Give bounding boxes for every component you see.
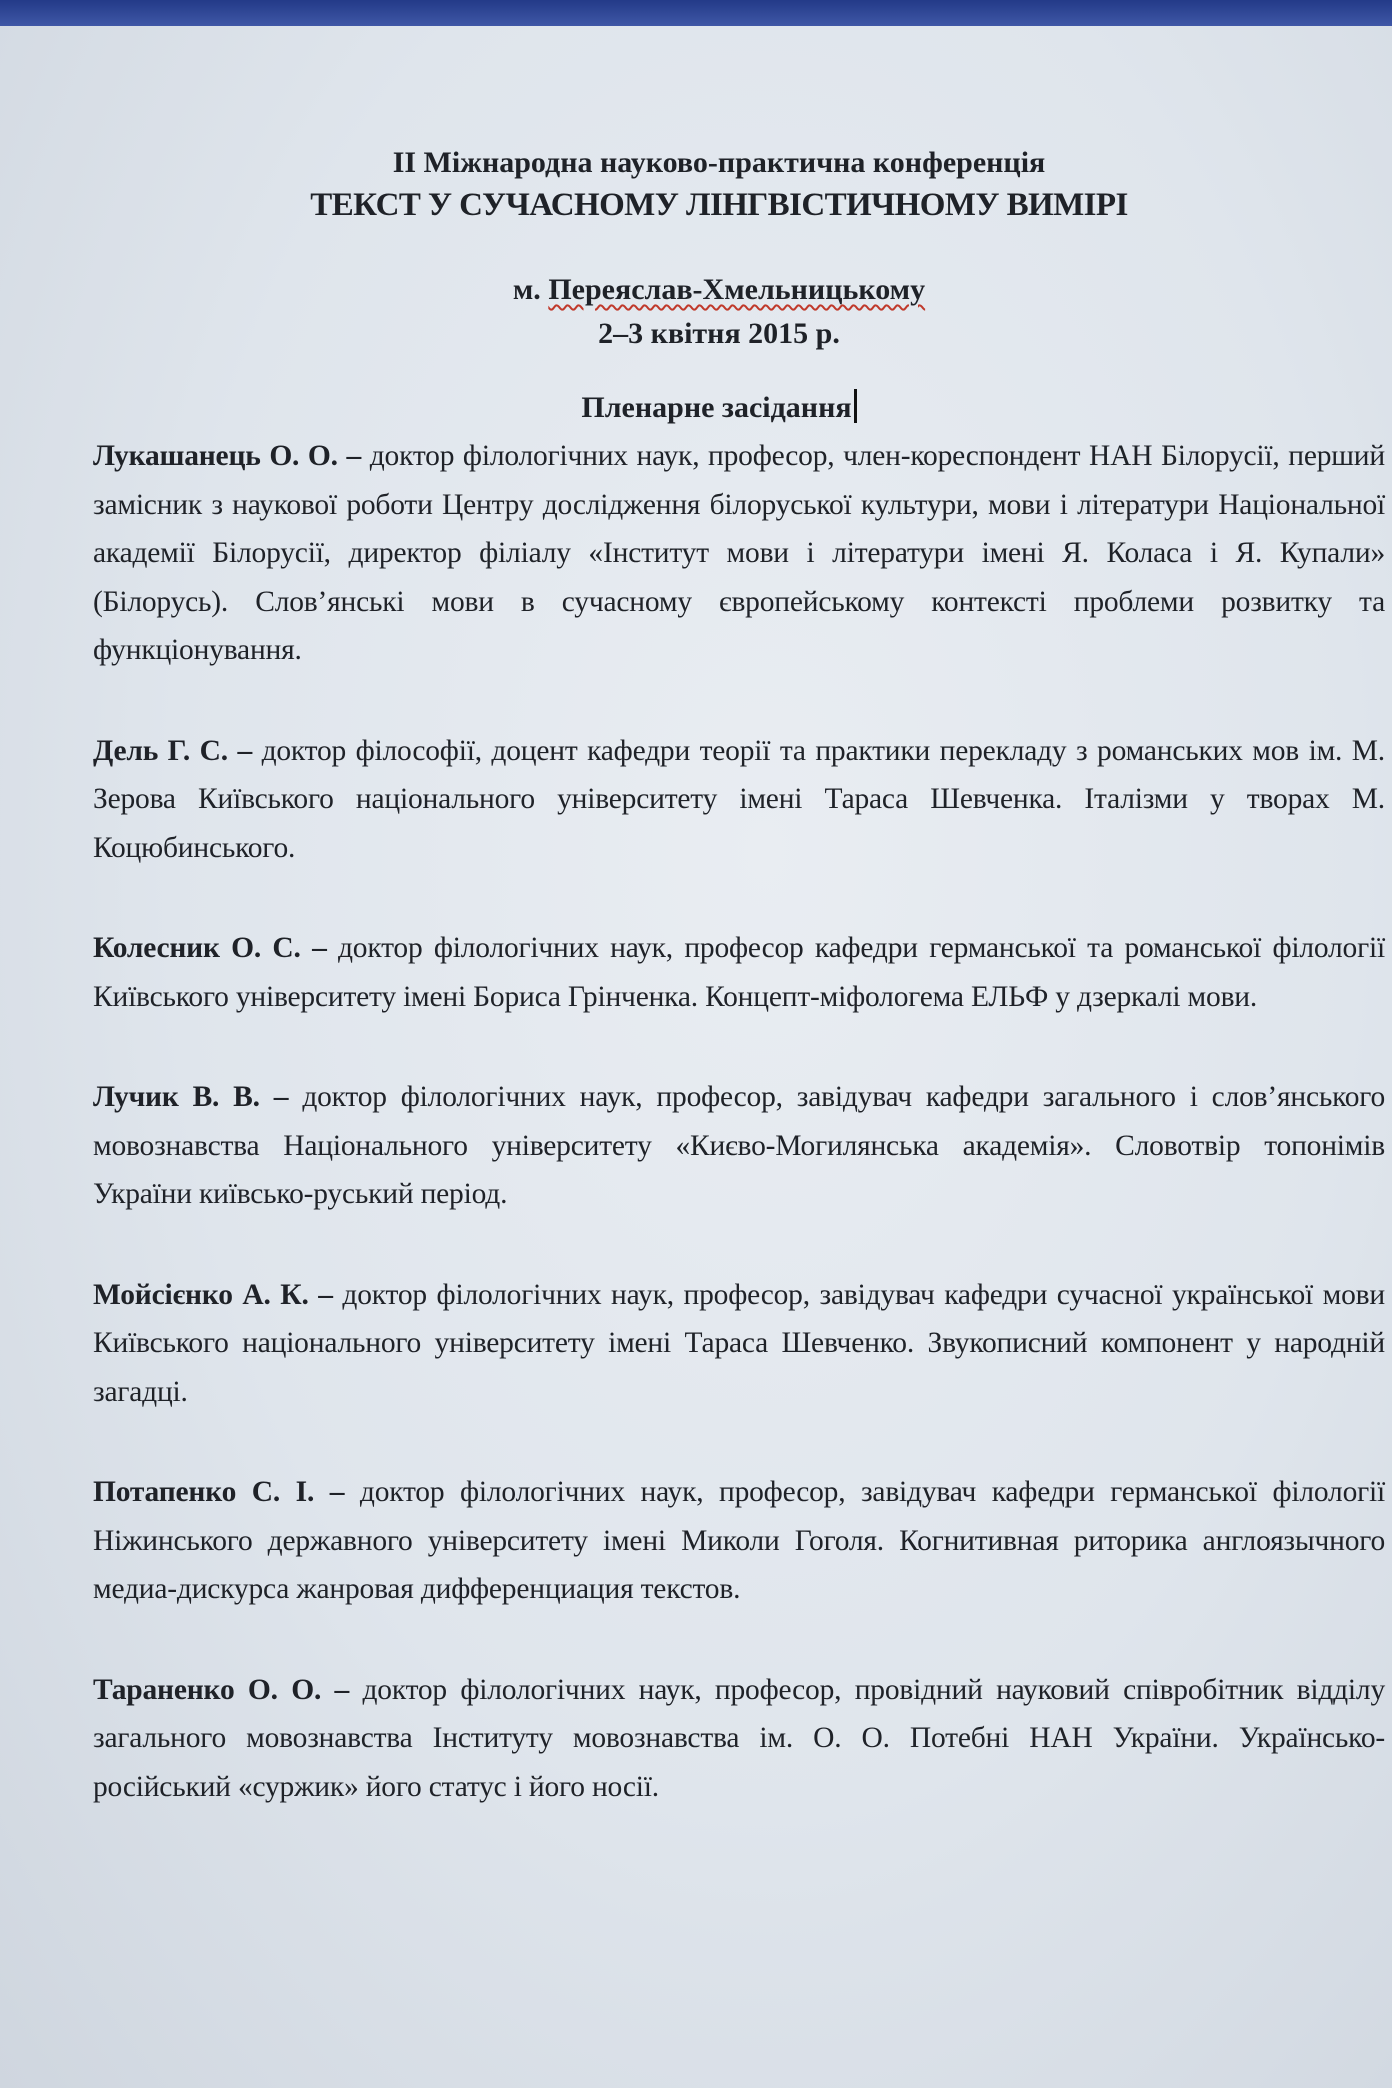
speaker-description: доктор філологічних наук, професор, завідувач кафедри загального і слов’янського мовознавства Національного університету «Києво-Могилянська академія». Словотвір топонімів України київсько-руський період. [93,1081,1386,1210]
section-title-text: Пленарне засідання [581,391,852,424]
speaker-name: Потапенко С. І. [93,1476,315,1508]
speaker-dash: – [308,1278,343,1311]
conference-date: 2–3 квітня 2015 р. [598,317,840,350]
speaker-description: доктор філософії, доцент кафедри теорії та практики перекладу з романських мов ім. М. Зерова Київського національного університету імені Тараса Шевченка. Італізми у творах М. Коцюбинського. [93,734,1385,864]
conference-title: ТЕКСТ У СУЧАСНОМУ ЛІНГВІСТИЧНОМУ ВИМІРІ [310,187,1128,223]
speaker-entry [93,727,1385,873]
speaker-entry [93,1468,1385,1614]
speaker-description: доктор філологічних наук, професор, завідувач кафедри сучасної української мови Київського національного університету імені Тараса Шевченко. Звукописний компонент у народній загадці. [93,1278,1385,1408]
speaker-name: Лукашанець О. О. [93,440,338,472]
document-body[interactable] [93,144,1385,1863]
speaker-dash: – [321,1673,363,1706]
conference-line: ІІ Міжнародна науково-практична конференція [392,146,1046,179]
place-prefix: м. [512,273,549,306]
speaker-entry [93,432,1385,675]
speaker-list [93,432,1385,1811]
speaker-description: доктор філологічних наук, професор, завідувач кафедри германської філології Ніжинського державного університету імені Миколи Гоголя. Когнитивная риторика англоязычного медиа-дискурса жанровая дифференциация текстов. [93,1476,1386,1605]
speaker-entry [93,924,1385,1021]
speaker-dash: – [227,734,262,767]
speaker-description: доктор філологічних наук, професор, провідний науковий співробітник відділу загального мовознавства Інституту мовознавства ім. О. О. Потебні НАН України. Українсько-російський «суржик» його статус і його носії. [93,1673,1386,1803]
speaker-name: Колесник О. С. [93,932,301,964]
place-name: Переяслав-Хмельницькому [548,273,926,306]
conference-place [73,268,1365,312]
speaker-entry [93,1666,1385,1812]
speaker-dash: – [300,932,338,964]
speaker-name: Лучик В. В. [93,1081,260,1113]
speaker-name: Мойсієнко А. К. [93,1278,309,1311]
screen-top-edge [0,0,1392,26]
document-page[interactable] [0,26,1392,2088]
speaker-name: Дель Г. С. [93,734,228,767]
speaker-dash: – [337,440,370,472]
text-cursor [854,389,857,423]
speaker-description: доктор філологічних наук, професор кафедри германської та романської філології Київського університету імені Бориса Грінченка. Концепт-міфологема ЕЛЬФ у дзеркалі мови. [93,932,1386,1013]
speaker-name: Тараненко О. О. [93,1673,322,1706]
speaker-entry [93,1073,1385,1219]
speaker-description: доктор філологічних наук, професор, член-кореспондент НАН Білорусії, перший замісник з наукової роботи Центру дослідження білоруської культури, мови і літератури Національної академії Білорусії, директор філіалу «Інститут мови і літератури імені Я. Коласа і Я. Купали» (Білорусь). Слов’янські мови в сучасному європейському контексті проблеми розвитку та функціонування. [93,440,1385,666]
section-title [73,384,1365,432]
speaker-dash: – [259,1081,303,1113]
speaker-dash: – [314,1476,360,1508]
speaker-entry [93,1271,1385,1417]
